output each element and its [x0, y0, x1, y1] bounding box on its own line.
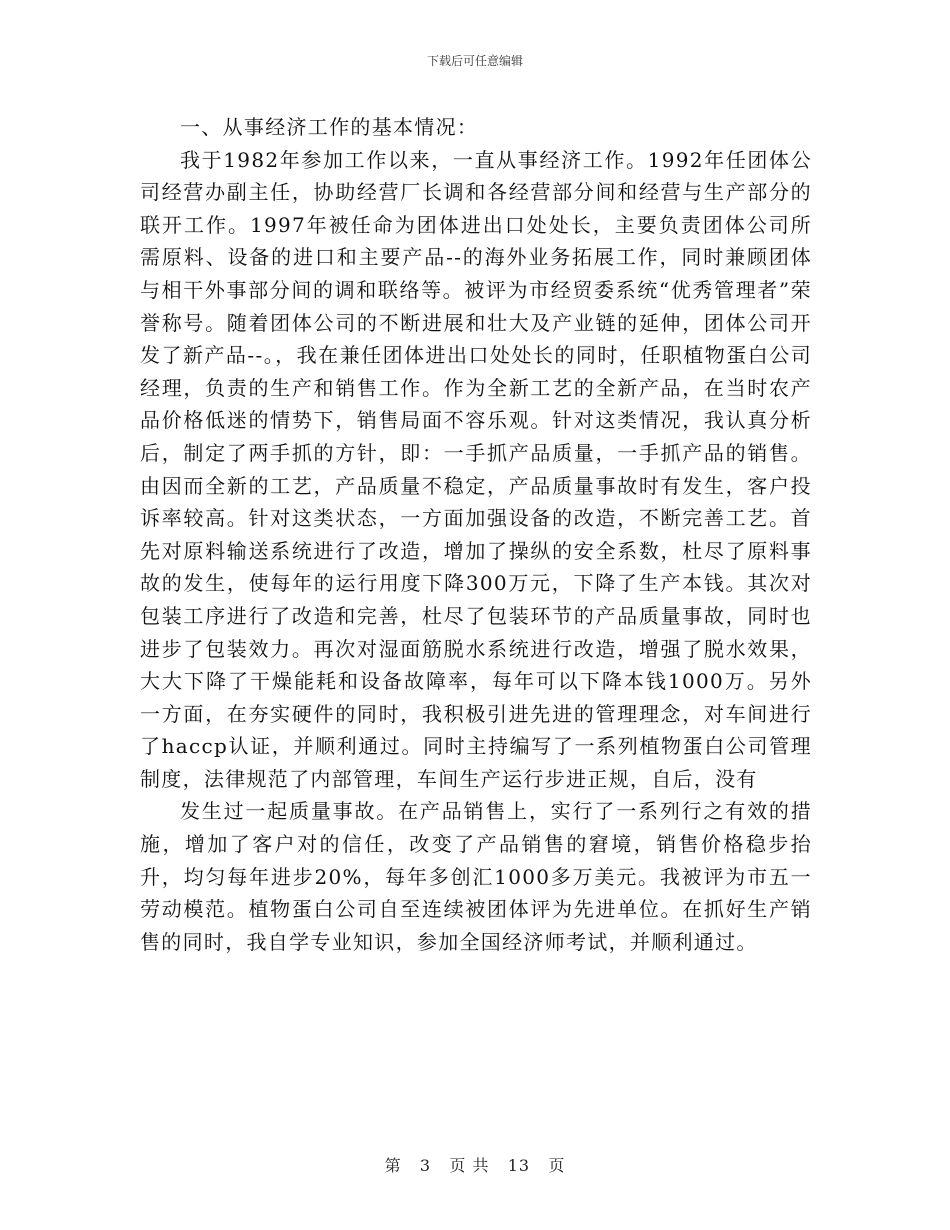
footer-current-page: 3 [419, 1156, 432, 1175]
footer-middle: 页 共 [449, 1156, 490, 1175]
footer-total-pages: 13 [507, 1156, 531, 1175]
page-header [0, 52, 950, 69]
footer-prefix: 第 [384, 1156, 402, 1175]
paragraph-1: 我于1982年参加工作以来，一直从事经济工作。1992年任团体公司经营办副主任，协助经营厂长调和各经营部分间和经营与生产部分的联开工作。1997年被任命为团体进出口处处长，主要负责团体公司所需原料、设备的进口和主要产品--的海外业务拓展工作，同时兼顾团体与相干外事部分间的调和联络等。被评为市经贸委系统“优秀管理者”荣誉称号。随着团体公司的不断进展和壮大及产业链的延伸，团体公司开发了新产品--。，我在兼任团体进出口处处长的同时，任职植物蛋白公司经理，负责的生产和销售工作。作为全新工艺的全新产品，在当时农产品价格低迷的情势下，销售局面不容乐观。针对这类情况，我认真分析后，制定了两手抓的方针，即：一手抓产品质量，一手抓产品的销售。由因而全新的工艺，产品质量不稳定，产品质量事故时有发生，客户投诉率较高。针对这类状态，一方面加强设备的改造，不断完善工艺。首先对原料输送系统进行了改造，增加了操纵的安全系数，杜尽了原料事故的发生，使每年的运行用度下降300万元，下降了生产本钱。其次对包装工序进行了改造和完善，杜尽了包装环节的产品质量事故，同时也进步了包装效力。再次对湿面筋脱水系统进行改造，增强了脱水效果，大大下降了干燥能耗和设备故障率，每年可以下降本钱1000万。另外一方面，在夯实硬件的同时，我积极引进先进的管理理念，对车间进行了haccp认证，并顺利通过。同时主持编写了一系列植物蛋白公司管理制度，法律规范了内部管理，车间生产运行步进正规，自后，没有 [140, 147, 812, 791]
paragraph-2: 发生过一起质量事故。在产品销售上，实行了一系列行之有效的措施，增加了客户对的信任，改变了产品销售的窘境，销售价格稳步抬升，均匀每年进步20%，每年多创汇1000多万美元。我被评为市五一劳动模范。植物蛋白公司自至连续被团体评为先进单位。在抓好生产销售的同时，我自学专业知识，参加全国经济师考试，并顺利通过。 [140, 799, 812, 954]
page-footer [0, 1153, 950, 1176]
header-note: 下载后可任意编辑 [426, 54, 523, 68]
section-heading: 一、从事经济工作的基本情况： [180, 115, 479, 139]
footer-suffix: 页 [548, 1156, 566, 1175]
document-body [140, 111, 812, 958]
